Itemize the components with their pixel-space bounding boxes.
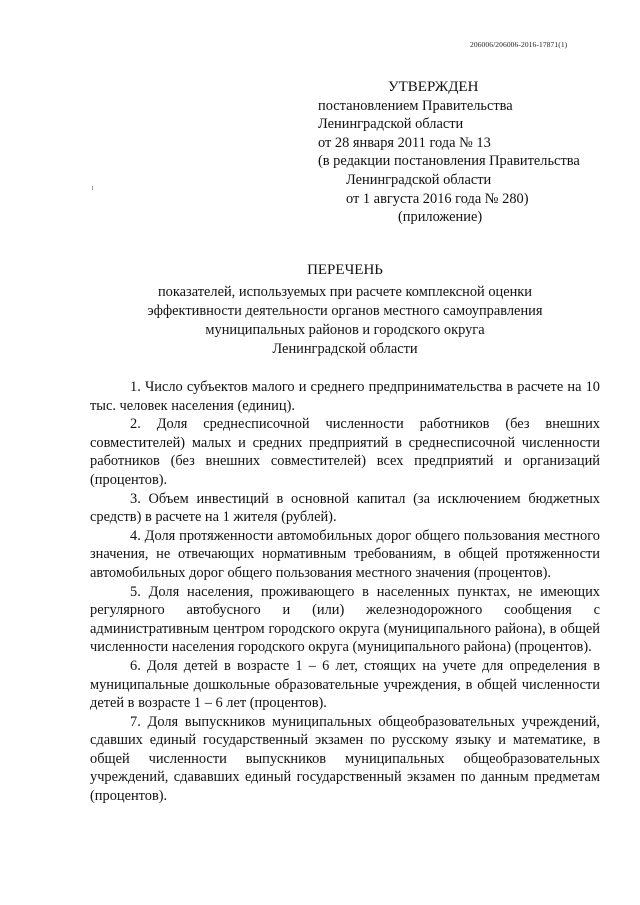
subtitle-line: показателей, используемых при расчете комплексной оценки [157, 284, 532, 300]
approval-line: от 28 января 2011 года № 13 [318, 134, 491, 151]
indicator-list [90, 378, 600, 806]
document-title: ПЕРЕЧЕНЬ [307, 262, 383, 278]
approval-line: (приложение) [398, 209, 483, 226]
subtitle-line: эффективности деятельности органов местного самоуправления [147, 303, 543, 319]
scan-mark [92, 186, 93, 190]
approval-line: Ленинградской области [346, 171, 492, 188]
indicator-item: 1. Число субъектов малого и среднего предпринимательства в расчете на 10 тыс. человек населения (единиц). [90, 379, 600, 414]
approval-line: Ленинградской области [318, 116, 464, 133]
indicator-item: 4. Доля протяженности автомобильных дорог общего пользования местного значения, не отвечающих нормативным требованиям, в общей протяженности автомобильных дорог общего пользования местного значения (процентов). [90, 527, 600, 581]
document-subtitle [90, 283, 600, 359]
subtitle-line: Ленинградской области [272, 341, 418, 357]
indicator-item: 5. Доля населения, проживающего в населенных пунктах, не имеющих регулярного автобусного и (или) железнодорожного сообщения с административным центром городского округа (муниципального района), в общей численности населения городского округа (муниципального района) (процентов). [90, 583, 600, 656]
indicator-item: 6. Доля детей в возрасте 1 – 6 лет, стоящих на учете для определения в муниципальные дошкольные образовательные учреждения, в общей численности детей в возрасте 1 – 6 лет (процентов). [90, 657, 600, 712]
subtitle-line: муниципальных районов и городского округа [205, 322, 485, 338]
approval-line: постановлением Правительства [318, 97, 513, 114]
indicator-item: 2. Доля среднесписочной численности работников (без внешних совместителей) малых и средних предприятий в среднесписочной численности работников (без внешних совместителей) всех предприятий и организаций (процентов). [90, 416, 600, 488]
approval-line: (в редакции постановления Правительства [318, 153, 580, 170]
indicator-item: 7. Доля выпускников муниципальных общеобразовательных учреждений, сдавших единый государственный экзамен по русскому языку и математике, в общей численности выпускников муниципальных общеобразовательных учреждений, сдававших единый государственный экзамен по данным предметам (процентов). [90, 713, 600, 805]
approval-line: от 1 августа 2016 года № 280) [346, 190, 529, 207]
approval-block [318, 78, 618, 227]
document-id: 206006/206006-2016-17871(1) [470, 40, 568, 49]
indicator-item: 3. Объем инвестиций в основной капитал (за исключением бюджетных средств) в расчете на 1 жителя (рублей). [90, 490, 600, 526]
approval-heading: УТВЕРЖДЕН [388, 79, 479, 95]
